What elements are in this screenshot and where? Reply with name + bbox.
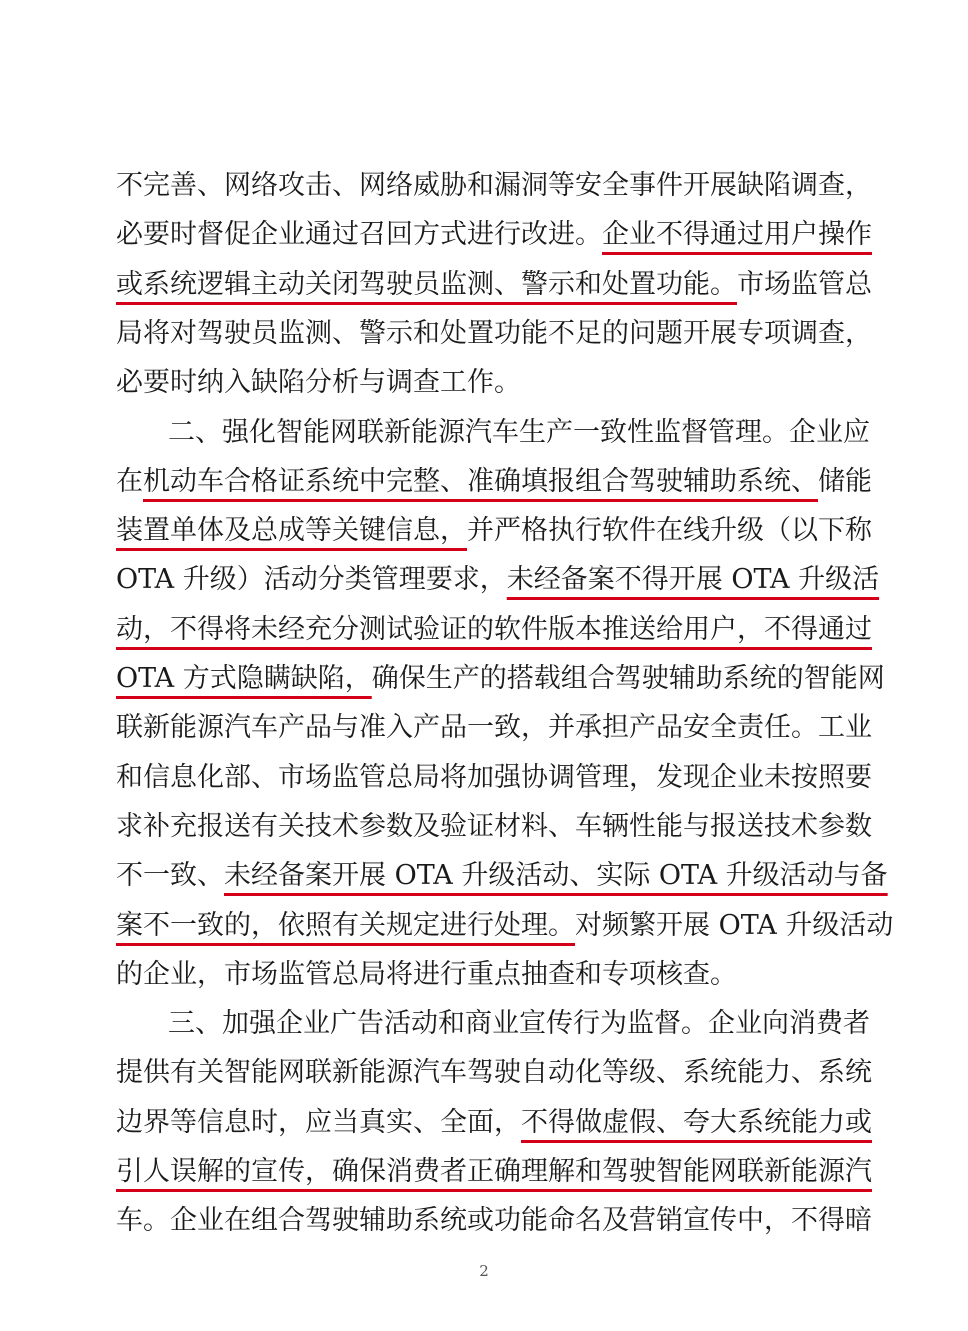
highlighted-text: OTA 方式隐瞒缺陷， <box>116 663 372 694</box>
text-line <box>116 756 872 800</box>
highlighted-text: 未经备案开展 OTA 升级活动、实际 OTA 升级活动与备 <box>224 860 888 892</box>
text-line <box>116 460 872 504</box>
text-line <box>116 1199 872 1243</box>
text-segment: 的企业，市场监管总局将进行重点抽查和专项核查。 <box>116 958 737 990</box>
text-segment: 车。企业在组合驾驶辅助系统或功能命名及营销宣传中，不得暗 <box>116 1205 872 1237</box>
text-line <box>116 706 872 750</box>
highlighted-text: 装置单体及总成等关键信息， <box>116 515 467 547</box>
highlighted-text: 案不一致的，依照有关规定进行处理。 <box>116 909 575 941</box>
highlighted-text: 不得通过 <box>764 613 872 645</box>
text-segment: 必要时督促企业通过召回方式进行改进。 <box>116 219 602 251</box>
highlighted-text: 机动车合格证系统中完整、准确填报组合驾驶辅助系统、 <box>143 465 818 497</box>
text-segment: 二、强化智能网联新能源汽车生产一致性监督管理。企业应 <box>168 416 870 448</box>
text-line <box>116 1150 872 1194</box>
page-number: 2 <box>479 1262 489 1280</box>
text-segment: 不一致、 <box>116 860 224 892</box>
text-segment: 在 <box>116 465 143 497</box>
highlighted-text: 不得做虚假、夸大系统能力或 <box>521 1106 872 1138</box>
text-line <box>116 1051 872 1095</box>
text-line <box>116 263 872 307</box>
text-segment: OTA 升级）活动分类管理要求， <box>116 564 507 596</box>
highlighted-text: 动，不得将未经充分测试验证的软件版本推送给用户， <box>116 613 764 645</box>
text-segment: 确保生产的搭载组合驾驶辅助系统的智能网 <box>371 663 885 694</box>
text-segment: 市场监管总 <box>737 268 872 300</box>
text-segment: 和信息化部、市场监管总局将加强协调管理，发现企业未按照要 <box>116 761 872 793</box>
text-segment: 求补充报送有关技术参数及验证材料、车辆性能与报送技术参数 <box>116 810 872 842</box>
text-segment: 三、加强企业广告活动和商业宣传行为监督。企业向消费者 <box>168 1008 870 1040</box>
text-segment: 联新能源汽车产品与准入产品一致，并承担产品安全责任。工业 <box>116 712 872 744</box>
text-segment: 不完善、网络攻击、网络威胁和漏洞等安全事件开展缺陷调查， <box>116 170 872 201</box>
text-segment: 并严格执行软件在线升级（以下称 <box>467 515 872 547</box>
text-line <box>116 904 894 948</box>
paragraph-first-line <box>168 411 870 455</box>
highlighted-text: 未经备案不得开展 OTA 升级活 <box>506 564 880 596</box>
text-line <box>116 213 872 257</box>
text-line <box>116 558 880 602</box>
text-segment: 储能 <box>818 465 872 497</box>
text-line <box>116 953 737 997</box>
text-line <box>116 312 872 356</box>
text-line <box>116 854 888 898</box>
text-line <box>116 164 872 208</box>
text-line <box>116 657 885 701</box>
text-segment: 提供有关智能网联新能源汽车驾驶自动化等级、系统能力、系统 <box>116 1057 872 1089</box>
text-line <box>116 1101 872 1145</box>
text-line <box>116 805 872 849</box>
paragraph-first-line <box>168 1002 870 1046</box>
text-segment: 对频繁开展 OTA 升级活动 <box>575 909 894 941</box>
text-segment: 边界等信息时，应当真实、全面， <box>116 1106 521 1138</box>
text-segment: 必要时纳入缺陷分析与调查工作。 <box>116 367 521 399</box>
text-line <box>116 608 872 652</box>
text-line <box>116 509 872 553</box>
highlighted-text: 或系统逻辑主动关闭驾驶员监测、警示和处置功能。 <box>116 268 737 300</box>
text-line <box>116 361 521 405</box>
text-segment: 局将对驾驶员监测、警示和处置功能不足的问题开展专项调查， <box>116 317 872 349</box>
highlighted-text: 引人误解的宣传，确保消费者正确理解和驾驶智能网联新能源汽 <box>116 1156 872 1187</box>
highlighted-text: 企业不得通过用户操作 <box>602 219 872 251</box>
